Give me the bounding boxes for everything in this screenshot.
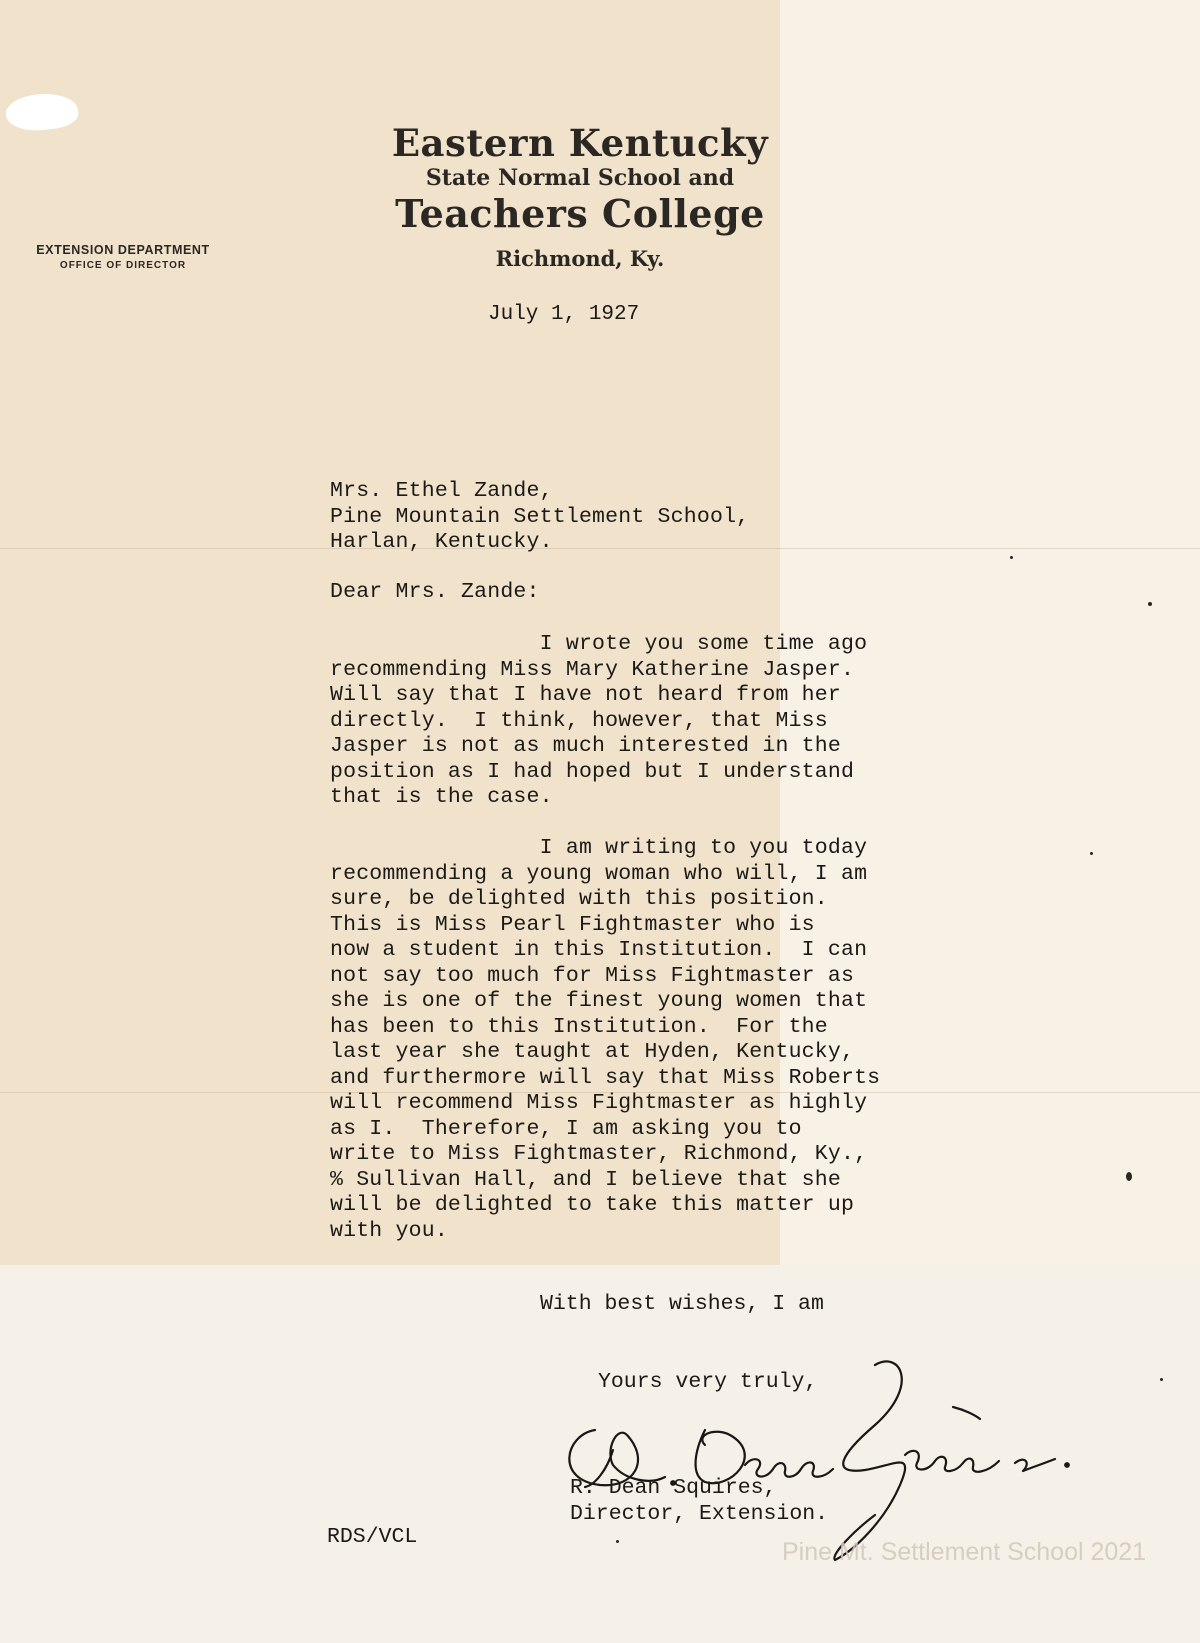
ink-speck <box>1010 556 1013 559</box>
paragraph-line: as I. Therefore, I am asking you to <box>330 1116 802 1141</box>
paragraph-line: that is the case. <box>330 785 553 809</box>
ink-speck <box>1148 602 1152 606</box>
handwritten-signature <box>555 1355 1115 1565</box>
paragraph-line: not say too much for Miss Fightmaster as <box>330 963 855 988</box>
letterhead <box>345 122 815 274</box>
department-name: EXTENSION DEPARTMENT <box>36 243 210 257</box>
salutation: Dear Mrs. Zande: <box>330 580 540 604</box>
paragraph-line: position as I had hoped but I understand <box>330 759 855 784</box>
closing-wishes: With best wishes, I am <box>540 1292 824 1316</box>
ink-speck <box>616 1540 619 1543</box>
ink-speck <box>1126 1172 1132 1181</box>
paragraph-line: sure, be delighted with this position. <box>330 887 828 911</box>
signer-title: Director, Extension. <box>570 1501 829 1526</box>
paragraph-line: This is Miss Pearl Fightmaster who is <box>330 912 815 937</box>
signer-name: R. Dean Squires, <box>570 1476 777 1500</box>
letterhead-line-3: Teachers College <box>395 191 765 236</box>
ink-speck <box>1090 852 1093 855</box>
paragraph-line: recommending Miss Mary Katherine Jasper. <box>330 657 855 682</box>
paragraph-line: she is one of the finest young women that <box>330 989 868 1013</box>
letterhead-line-2: State Normal School and <box>425 165 735 191</box>
recipient-line: Mrs. Ethel Zande, <box>330 479 553 503</box>
paragraph-line: % Sullivan Hall, and I believe that she <box>330 1167 841 1192</box>
paragraph-1 <box>330 632 867 811</box>
paragraph-line: directly. I think, however, that Miss <box>330 708 828 733</box>
recipient-address <box>330 479 749 556</box>
paragraph-line: now a student in this Institution. I can <box>330 938 868 962</box>
paragraph-2 <box>330 836 880 1244</box>
paragraph-line: will recommend Miss Fightmaster as highly <box>330 1091 868 1115</box>
paragraph-line: and furthermore will say that Miss Roberts <box>330 1065 881 1090</box>
paragraph-line: Will say that I have not heard from her <box>330 683 841 707</box>
department-heading <box>18 243 228 271</box>
paragraph-line: write to Miss Fightmaster, Richmond, Ky., <box>330 1142 868 1166</box>
paragraph-line: I am writing to you today <box>330 836 868 860</box>
closing-complimentary: Yours very truly, <box>598 1370 818 1394</box>
paragraph-line: Jasper is not as much interested in the <box>330 734 841 758</box>
paragraph-line: recommending a young woman who will, I am <box>330 861 868 886</box>
ink-speck <box>1160 1378 1163 1381</box>
letterhead-line-1: Eastern Kentucky <box>391 121 769 165</box>
paragraph-line: I wrote you some time ago <box>330 632 868 656</box>
letterhead-city: Richmond, Ky. <box>495 246 665 271</box>
paragraph-line: has been to this Institution. For the <box>330 1014 828 1039</box>
paragraph-line: with you. <box>330 1218 448 1243</box>
signer-block <box>570 1476 828 1527</box>
watermark: Pine Mt. Settlement School 2021 <box>782 1538 1147 1566</box>
typist-initials: RDS/VCL <box>327 1525 418 1549</box>
letter-date: July 1, 1927 <box>488 303 640 326</box>
department-office: OFFICE OF DIRECTOR <box>59 260 187 271</box>
paragraph-line: last year she taught at Hyden, Kentucky, <box>330 1040 855 1064</box>
recipient-line: Pine Mountain Settlement School, <box>330 504 750 529</box>
paragraph-line: will be delighted to take this matter up <box>330 1193 855 1217</box>
recipient-line: Harlan, Kentucky. <box>330 530 553 554</box>
